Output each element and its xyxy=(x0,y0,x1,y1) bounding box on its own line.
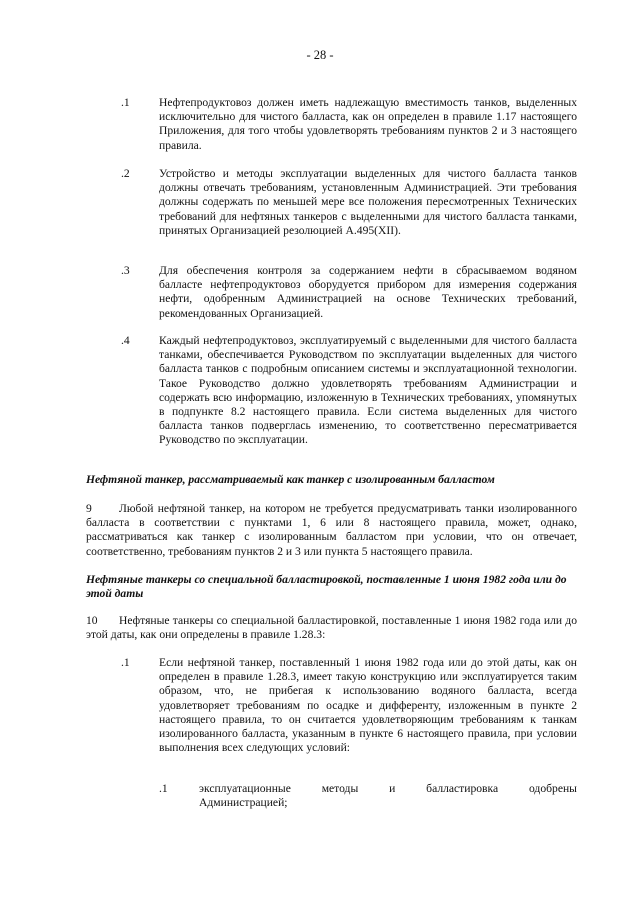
list-item-text: Если нефтяной танкер, поставленный 1 июня 1982 года или до этой даты, как он определен в правиле 1.28.3, имеет такую конструкцию или эксплуатируется таким образом, что, не прибегая к использованию водяного балласта, всегда удовлетворяет требованиям по осадке и дифференту, изложенным в пункте 2 настоящего правила, то он считается удовлетворяющим требованиям к танкам изолированного балласта, указанным в пункте 6 настоящего правила, при условии выполнения всех следующих условий: xyxy=(159,656,577,755)
paragraph-number: 10 xyxy=(86,614,98,627)
paragraph-text: Нефтяные танкеры со специальной балластировкой, поставленные 1 июня 1982 года или до этой даты, как они определены в правиле 1.28.3: xyxy=(86,614,577,642)
item-number: .3 xyxy=(121,264,130,277)
list-item-text: Нефтепродуктовоз должен иметь надлежащую вместимость танков, выделенных исключительно для чистого балласта, как он определен в правиле 1.17 настоящего Приложения, для того чтобы удовлетворять требованиям пунктов 2 и 3 настоящего правила. xyxy=(159,96,577,152)
subitem-number: .1 xyxy=(159,782,168,795)
page-number: - 28 - xyxy=(306,48,334,62)
section-heading: Нефтяные танкеры со специальной балластировкой, поставленные 1 июня 1982 года или до этой даты xyxy=(86,573,567,601)
paragraph-number: 9 xyxy=(86,502,92,515)
item-number: .1 xyxy=(121,96,130,109)
subitem-word: и xyxy=(389,782,396,795)
list-item-text: Для обеспечения контроля за содержанием нефти в сбрасываемом водяном балласте нефтепродуктовоз оборудуется прибором для измерения содержания нефти, одобренным Администрацией на основе Технических требований, рекомендованных Организацией. xyxy=(159,264,577,320)
list-item-text: Устройство и методы эксплуатации выделенных для чистого балласта танков должны отвечать требованиям, установленным Администрацией. Эти требования должны содержать по меньшей мере все положения пересмотренных Технических требований для нефтяных танкеров с выделенными для чистого балласта танками, принятых Организацией резолюцией А.495(XII). xyxy=(159,167,577,237)
subitem-word: балластировка xyxy=(426,782,499,795)
subitem-line: Администрацией; xyxy=(199,796,288,809)
list-item-text: Каждый нефтепродуктовоз, эксплуатируемый с выделенными для чистого балласта танками, обеспечивается Руководством по эксплуатации выделенных для чистого балласта танков с подробным описанием системы и эксплуатационной технологии. Такое Руководство должно удовлетворять требованиям Администрации и содержать всю информацию, изложенную в Технических требованиях, упомянутых в подпункте 8.2 настоящего правила. Если система выделенных для чистого балласта танков подверглась изменению, то соответственно пересматривается Руководство по эксплуатации. xyxy=(159,334,577,447)
subitem-word: одобрены xyxy=(528,782,577,795)
item-number: .2 xyxy=(121,167,130,180)
item-number: .1 xyxy=(121,656,130,669)
paragraph-text: Любой нефтяной танкер, на котором не требуется предусматривать танки изолированного балласта в соответствии с пунктами 1, 6 или 8 настоящего правила, может, однако, рассматриваться как танкер с изолированным балластом при условии, что он отвечает, соответственно, требованиям пунктов 2 и 3 или пункта 5 настоящего правила. xyxy=(86,502,577,558)
subitem-word: эксплуатационные xyxy=(199,782,291,795)
subitem-word: методы xyxy=(321,782,359,795)
subitem-line xyxy=(199,782,577,796)
section-heading: Нефтяной танкер, рассматриваемый как танкер с изолированным балластом xyxy=(86,473,495,486)
item-number: .4 xyxy=(121,334,130,347)
